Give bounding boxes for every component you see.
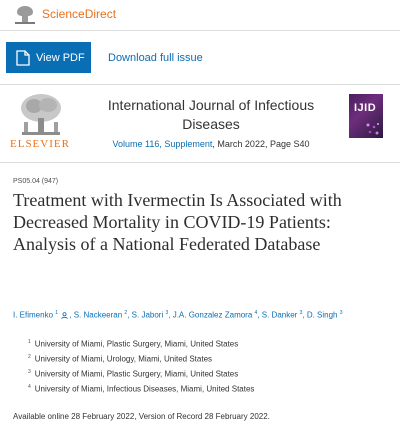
article-title: Treatment with Ivermectin Is Associated with Decreased Mortality in COVID-19 Patients: Analysis of a National Federated Database: [13, 190, 342, 254]
journal-issue-info: [80, 139, 342, 149]
author-affiliation-ref[interactable]: 1: [55, 310, 59, 316]
affiliation-number: 4: [28, 384, 31, 390]
author-affiliation-ref[interactable]: 2: [124, 310, 128, 316]
affiliation-number: 2: [28, 354, 31, 360]
affiliation-item: [28, 354, 212, 364]
affiliation-item: [28, 369, 238, 379]
author-link[interactable]: J.A. Gonzalez Zamora: [172, 310, 253, 320]
journal-date-page: , March 2022, Page S40: [212, 139, 310, 149]
journal-divider: [0, 162, 400, 163]
article-number: PS05.04 (947): [13, 178, 59, 185]
download-full-issue-link[interactable]: Download full issue: [108, 52, 203, 64]
journal-cover-title: IJID: [354, 102, 377, 114]
author-link[interactable]: S. Danker: [261, 310, 298, 320]
elsevier-tree-icon: [16, 92, 66, 138]
affiliation-item: [28, 339, 238, 349]
top-bar: [0, 0, 400, 30]
journal-volume-link[interactable]: Volume 116, Supplement: [112, 139, 213, 149]
journal-title[interactable]: International Journal of Infectious Diseases: [107, 97, 315, 132]
pdf-file-icon: [16, 50, 30, 66]
journal-cover-image[interactable]: [349, 94, 383, 138]
author-affiliation-ref[interactable]: 3: [339, 310, 343, 316]
view-pdf-button[interactable]: [6, 42, 91, 73]
affiliation-text: University of Miami, Plastic Surgery, Miami, United States: [34, 369, 239, 379]
author-link[interactable]: I. Efimenko: [13, 310, 54, 320]
affiliation-text: University of Miami, Urology, Miami, United States: [34, 354, 213, 364]
affiliation-item: [28, 384, 254, 394]
elsevier-wordmark: ELSEVIER: [10, 138, 70, 150]
affiliation-text: University of Miami, Plastic Surgery, Miami, United States: [34, 339, 239, 349]
author-link[interactable]: S. Jabori: [131, 310, 164, 320]
author-affiliation-ref[interactable]: 3: [165, 310, 169, 316]
affiliation-number: 1: [28, 339, 31, 345]
author-link[interactable]: D. Singh: [306, 310, 338, 320]
cover-pattern-icon: [365, 122, 381, 136]
view-pdf-label: View PDF: [36, 51, 85, 64]
sciencedirect-brand[interactable]: ScienceDirect: [42, 7, 117, 21]
author-affiliation-ref[interactable]: 4: [254, 310, 258, 316]
author-list: I. Efimenko $^1$ , S. Nackeeran $^2$, S. Jabori $^3$, J.A. Gonzalez Zamora $^4$, S. Danker $^3$, D. Singh $^3$: [13, 310, 343, 320]
actions-divider: [0, 84, 400, 85]
elsevier-logo-icon[interactable]: [12, 3, 38, 25]
author-affiliation-ref[interactable]: 3: [299, 310, 303, 316]
top-divider: [0, 30, 400, 31]
author-link[interactable]: S. Nackeeran: [73, 310, 123, 320]
affiliation-text: University of Miami, Infectious Diseases, Miami, United States: [34, 384, 255, 394]
affiliation-number: 3: [28, 369, 31, 375]
person-icon[interactable]: [61, 312, 68, 319]
availability-text: Available online 28 February 2022, Version of Record 28 February 2022.: [13, 412, 270, 421]
